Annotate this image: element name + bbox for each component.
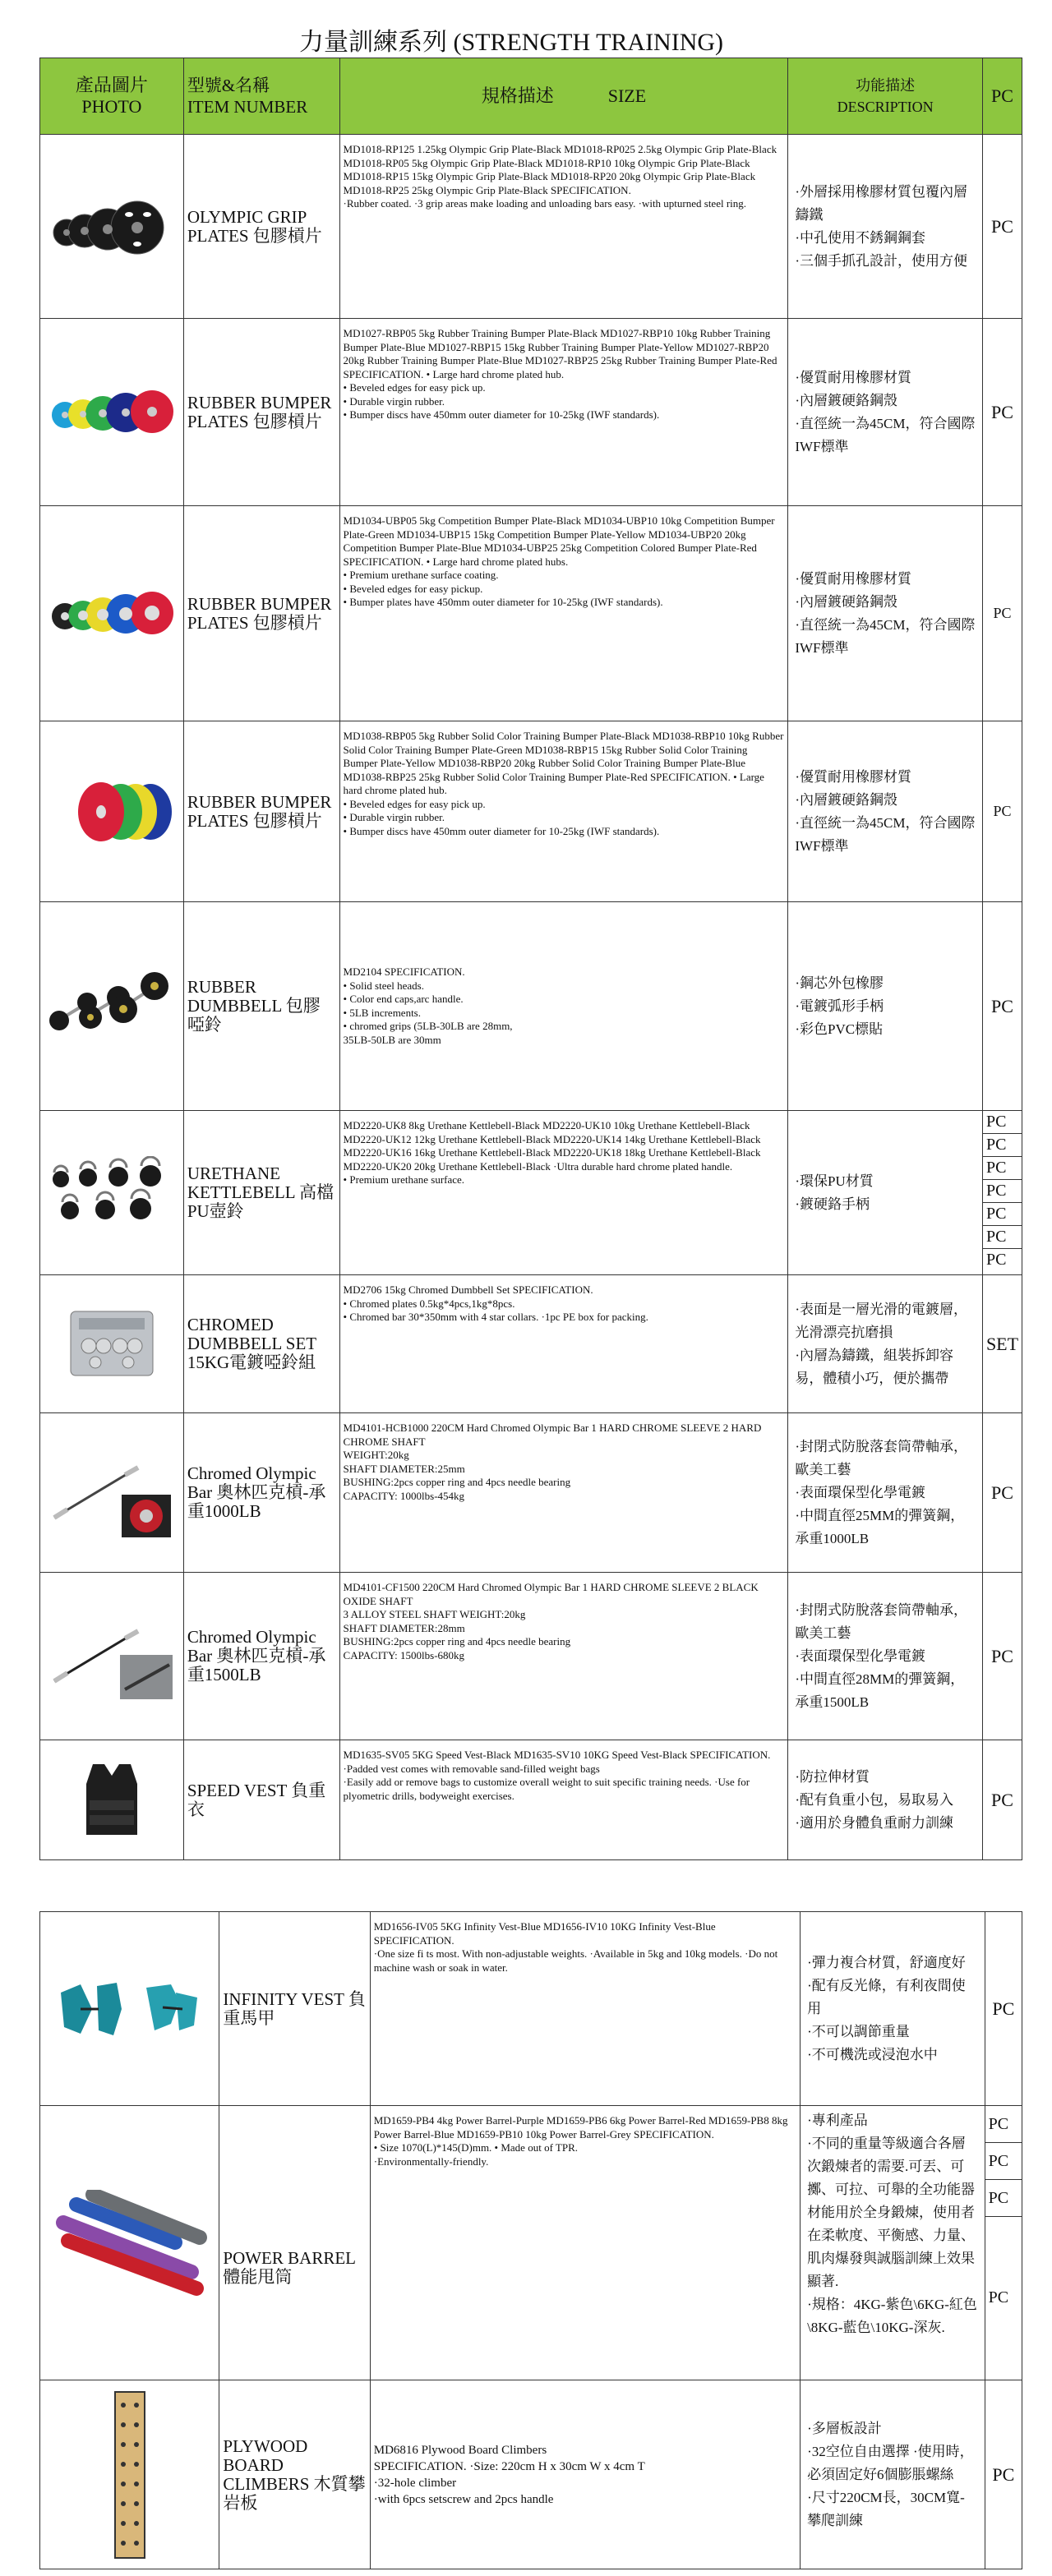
product-function: ·封閉式防脫落套筒帶軸承，歐美工藝 ·表面環保型化學電鍍 ·中間直徑28MM的彈簧鋼，承重1500LB xyxy=(788,1573,983,1740)
product-spec: MD1038-RBP05 5kg Rubber Solid Color Training Bumper Plate-Black MD1038-RBP10 10kg Rubber Solid Color Training Bumper Plate-Green MD1038-RBP15 15kg Rubber Solid Color Training Bumper Plate-Yellow MD1038-RBP20 20kg Rubber Solid Color Training Bumper Plate-Blue MD1038-RBP25 25kg Rubber Solid Color Training Bumper Plate-Red SPECIFICATION. • Large hard chrome plated hub. • Beveled edges for easy pick up. • Durable virgin rubber. • Bumper discs have 450mm outer diameter for 10-25kg (IWF standards). xyxy=(339,721,788,902)
product-unit: PC xyxy=(985,2380,1022,2569)
product-spec: MD2706 15kg Chromed Dumbbell Set SPECIFICATION. • Chromed plates 0.5kg*4pcs,1kg*8pcs. • Chromed bar 30*350mm with 4 star collars. ·1pc PE box for packing. xyxy=(339,1275,788,1413)
page-title: 力量訓練系列 (STRENGTH TRAINING) xyxy=(40,21,983,58)
table-row xyxy=(40,1740,1022,1860)
solid-color-plates-icon xyxy=(50,779,173,845)
product-name: INFINITY VEST 負重馬甲 xyxy=(219,1912,370,2106)
header-spec xyxy=(339,58,788,135)
product-unit: PC xyxy=(983,1134,1022,1157)
product-unit: PC xyxy=(988,2288,1009,2306)
product-unit: PC xyxy=(983,1180,1022,1203)
section-gap xyxy=(39,1860,1022,1911)
product-unit: PC xyxy=(983,319,1022,506)
product-unit: PC xyxy=(983,721,1022,902)
product-photo xyxy=(40,902,184,1111)
product-function: ·優質耐用橡膠材質 ·內層鍍硬鉻鋼殼 ·直徑統一為45CM，符合國際IWF標準 xyxy=(788,721,983,902)
product-function: ·防拉伸材質 ·配有負重小包，易取易入 ·適用於身體負重耐力訓練 xyxy=(788,1740,983,1860)
infinity-vest-icon xyxy=(56,1976,204,2042)
product-photo xyxy=(40,1275,184,1413)
product-unit-stack xyxy=(985,2106,1022,2380)
product-function: ·多層板設計 ·32空位自由選擇 ·使用時，必須固定好6個膨脹螺絲 ·尺寸220CM長，30CM寬-攀爬訓練 xyxy=(801,2380,985,2569)
product-unit: PC xyxy=(983,902,1022,1111)
product-spec: MD2104 SPECIFICATION. • Solid steel heads. • Color end caps,arc handle. • 5LB increments. • chromed grips (5LB-30LB are 28mm, 35LB-50LB are 30mm xyxy=(339,902,788,1111)
product-photo xyxy=(40,1413,184,1573)
product-name: OLYMPIC GRIP PLATES 包膠槓片 xyxy=(183,135,339,319)
product-spec: MD4101-HCB1000 220CM Hard Chromed Olympic Bar 1 HARD CHROME SLEEVE 2 HARD CHROME SHAFT WEIGHT:20kg SHAFT DIAMETER:25mm BUSHING:2pcs copper ring and 4pcs needle bearing CAPACITY: 1000lbs-454kg xyxy=(339,1413,788,1573)
product-unit: SET xyxy=(983,1275,1022,1413)
product-name: RUBBER BUMPER PLATES 包膠槓片 xyxy=(183,319,339,506)
product-unit: PC xyxy=(983,1226,1022,1249)
table-row xyxy=(40,721,1022,902)
competition-plates-icon xyxy=(50,585,173,643)
table-row xyxy=(40,1912,1022,2106)
plywood-climber-icon xyxy=(105,2389,155,2561)
header-unit: PC xyxy=(983,58,1022,135)
product-unit: PC xyxy=(985,2180,1022,2217)
product-name: RUBBER BUMPER PLATES 包膠槓片 xyxy=(183,721,339,902)
product-unit: PC xyxy=(985,2143,1022,2180)
header-spec-cn: 規格描述 xyxy=(481,85,554,106)
catalog-sheet xyxy=(39,21,1022,2569)
catalog-table-2 xyxy=(39,1911,1022,2569)
table-row xyxy=(40,1275,1022,1413)
olympic-bar-icon xyxy=(46,1444,178,1542)
product-function: ·封閉式防脫落套筒帶軸承，歐美工藝 ·表面環保型化學電鍍 ·中間直徑25MM的彈簧鋼，承重1000LB xyxy=(788,1413,983,1573)
product-name: Chromed Olympic Bar 奧林匹克槓-承重1500LB xyxy=(183,1573,339,1740)
table-row xyxy=(40,2106,1022,2380)
table-row xyxy=(40,135,1022,319)
product-function: ·環保PU材質 ·鍍硬鉻手柄 xyxy=(788,1111,983,1275)
product-function: ·表面是一層光滑的電鍍層，光滑漂亮抗磨損 ·內層為鑄鐵，組裝拆卸容易，體積小巧，便於攜帶 xyxy=(788,1275,983,1413)
catalog-table-1 xyxy=(39,21,1022,1860)
table-row xyxy=(40,1111,1022,1275)
power-barrels-icon xyxy=(52,2190,208,2297)
product-photo xyxy=(40,1912,219,2106)
header-desc-cn: 功能描述 xyxy=(856,77,916,94)
olympic-bar-black-icon xyxy=(46,1607,178,1706)
product-function: ·優質耐用橡膠材質 ·內層鍍硬鉻鋼殼 ·直徑統一為45CM，符合國際IWF標準 xyxy=(788,506,983,721)
product-spec: MD1018-RP125 1.25kg Olympic Grip Plate-Black MD1018-RP025 2.5kg Olympic Grip Plate-Black MD1018-RP05 5kg Olympic Grip Plate-Black MD1018-RP10 10kg Olympic Grip Plate-Black MD1018-RP15 15kg Olympic Grip Plate-Black MD1018-RP20 20kg Olympic Grip Plate-Black MD1018-RP25 25kg Olympic Grip Plate-Black SPECIFICATION. ·Rubber coated. ·3 grip areas make loading and unloading bars easy. ·with upturned steel ring. xyxy=(339,135,788,319)
table-row xyxy=(40,506,1022,721)
product-unit: PC xyxy=(985,2106,1022,2143)
product-unit: PC xyxy=(983,1573,1022,1740)
product-unit: PC xyxy=(983,1740,1022,1860)
product-photo xyxy=(40,1740,184,1860)
product-photo xyxy=(40,2380,219,2569)
product-spec: MD4101-CF1500 220CM Hard Chromed Olympic Bar 1 HARD CHROME SLEEVE 2 BLACK OXIDE SHAFT 3 ALLOY STEEL SHAFT WEIGHT:20kg SHAFT DIAMETER:28mm BUSHING:2pcs copper ring and 4pcs needle bearing CAPACITY: 1500lbs-680kg xyxy=(339,1573,788,1740)
table-row xyxy=(40,2380,1022,2569)
product-spec: MD2220-UK8 8kg Urethane Kettlebell-Black MD2220-UK10 10kg Urethane Kettlebell-Black MD2220-UK12 12kg Urethane Kettlebell-Black MD2220-UK14 14kg Urethane Kettlebell-Black MD2220-UK16 16kg Urethane Kettlebell-Black MD2220-UK18 18kg Urethane Kettlebell-Black MD2220-UK20 20kg Urethane Kettlebell-Black ·Ultra durable hard chrome plated handle. • Premium urethane surface. xyxy=(339,1111,788,1275)
product-unit-stack xyxy=(983,1111,1022,1275)
header-photo-cn: 產品圖片 xyxy=(75,75,148,95)
speed-vest-icon xyxy=(75,1759,149,1841)
product-spec: MD1659-PB4 4kg Power Barrel-Purple MD1659-PB6 6kg Power Barrel-Red MD1659-PB8 8kg Power Barrel-Blue MD1659-PB10 10kg Power Barrel-Grey SPECIFICATION. • Size 1070(L)*145(D)mm. • Made out of TPR. ·Environmentally-friendly. xyxy=(370,2106,800,2380)
product-spec: MD1034-UBP05 5kg Competition Bumper Plate-Black MD1034-UBP10 10kg Competition Bumper Plate-Green MD1034-UBP15 15kg Competition Bumper Plate-Yellow MD1034-UBP20 20kg Competition Bumper Plate-Blue MD1034-UBP25 25kg Competition Colored Bumper Plate-Red SPECIFICATION. • Large hard chrome plated hubs. • Premium urethane surface coating. • Beveled edges for easy pickup. • Bumper plates have 450mm outer diameter for 10-25kg (IWF standards). xyxy=(339,506,788,721)
product-photo xyxy=(40,721,184,902)
header-row xyxy=(40,58,1022,135)
table-row xyxy=(40,902,1022,1111)
product-photo xyxy=(40,1111,184,1275)
product-unit: PC xyxy=(983,506,1022,721)
table-row xyxy=(40,319,1022,506)
dumbbells-icon xyxy=(46,961,178,1052)
header-photo xyxy=(40,58,184,135)
product-photo xyxy=(40,2106,219,2380)
product-spec: MD1027-RBP05 5kg Rubber Training Bumper Plate-Black MD1027-RBP10 10kg Rubber Training Bumper Plate-Blue MD1027-RBP15 15kg Rubber Training Bumper Plate-Yellow MD1027-RBP20 20kg Rubber Training Bumper Plate-Blue MD1027-RBP25 25kg Rubber Training Bumper Plate-Red SPECIFICATION. • Large hard chrome plated hub. • Beveled edges for easy pick up. • Durable virgin rubber. • Bumper discs have 450mm outer diameter for 10-25kg (IWF standards). xyxy=(339,319,788,506)
product-name: RUBBER DUMBBELL 包膠啞鈴 xyxy=(183,902,339,1111)
product-unit: PC xyxy=(983,1157,1022,1180)
product-name: SPEED VEST 負重衣 xyxy=(183,1740,339,1860)
product-photo xyxy=(40,319,184,506)
product-function: ·彈力複合材質，舒適度好 ·配有反光條，有利夜間使用 ·不可以調節重量 ·不可機洗或浸泡水中 xyxy=(801,1912,985,2106)
product-unit: PC xyxy=(985,1912,1022,2106)
product-photo xyxy=(40,1573,184,1740)
product-name: CHROMED DUMBBELL SET 15KG電鍍啞鈴組 xyxy=(183,1275,339,1413)
bumper-plates-icon xyxy=(50,384,173,441)
product-name: Chromed Olympic Bar 奧林匹克槓-承重1000LB xyxy=(183,1413,339,1573)
product-name: URETHANE KETTLEBELL 高檔PU壺鈴 xyxy=(183,1111,339,1275)
header-desc-en: DESCRIPTION xyxy=(837,99,934,115)
dumbbell-case-icon xyxy=(54,1303,169,1385)
title-row xyxy=(40,21,1022,58)
product-function: ·專利產品 ·不同的重量等級適合各層次鍛煉者的需要.可丟、可擲、可拉、可舉的全功能器材能用於全身鍛煉，使用者在柔軟度、平衡感、力量、肌肉爆發與誠腦訓練上效果顯著. ·規格：4KG-紫色\6KG-紅色\8KG-藍色\10KG-深灰. xyxy=(801,2106,985,2380)
header-item xyxy=(183,58,339,135)
table-row xyxy=(40,1573,1022,1740)
product-unit: PC xyxy=(983,135,1022,319)
product-unit: PC xyxy=(983,1111,1022,1134)
kettlebells-icon xyxy=(46,1156,178,1230)
product-name: RUBBER BUMPER PLATES 包膠槓片 xyxy=(183,506,339,721)
product-unit: PC xyxy=(983,1203,1022,1226)
product-unit: PC xyxy=(986,1251,1007,1269)
product-photo xyxy=(40,135,184,319)
product-function: ·優質耐用橡膠材質 ·內層鍍硬鉻鋼殼 ·直徑統一為45CM，符合國際IWF標準 xyxy=(788,319,983,506)
product-spec: MD1656-IV05 5KG Infinity Vest-Blue MD1656-IV10 10KG Infinity Vest-Blue SPECIFICATION. ·One size fi ts most. With non-adjustable weights. ·Available in 5kg and 10kg models. ·Do not machine wash or soak in water. xyxy=(370,1912,800,2106)
header-spec-en: SIZE xyxy=(607,85,647,106)
product-spec: MD1635-SV05 5KG Speed Vest-Black MD1635-SV10 10KG Speed Vest-Black SPECIFICATION. ·Padded vest comes with removable sand-filled weight bags ·Easily add or remove bags to customize overall weight to suit specific training needs. ·Use for plyometric drills, bodyweight exercises. xyxy=(339,1740,788,1860)
product-name: PLYWOOD BOARD CLIMBERS 木質攀岩板 xyxy=(219,2380,370,2569)
product-function: ·外層採用橡膠材質包覆內層鑄鐵 ·中孔使用不銹鋼鋼套 ·三個手抓孔設計，使用方便 xyxy=(788,135,983,319)
product-photo xyxy=(40,506,184,721)
product-function: ·鋼芯外包橡膠 ·電鍍弧形手柄 ·彩色PVC標貼 xyxy=(788,902,983,1111)
header-item-cn: 型號&名稱 xyxy=(187,76,270,95)
header-photo-en: PHOTO xyxy=(81,96,142,117)
header-item-en: ITEM NUMBER xyxy=(187,97,308,117)
grip-plates-icon xyxy=(50,190,173,264)
product-unit: PC xyxy=(983,1413,1022,1573)
table-row xyxy=(40,1413,1022,1573)
header-desc xyxy=(788,58,983,135)
product-name: POWER BARREL體能甩筒 xyxy=(219,2106,370,2380)
product-spec: MD6816 Plywood Board Climbers SPECIFICATION. ·Size: 220cm H x 30cm W x 4cm T ·32-hole climber ·with 6pcs setscrew and 2pcs handle xyxy=(370,2380,800,2569)
